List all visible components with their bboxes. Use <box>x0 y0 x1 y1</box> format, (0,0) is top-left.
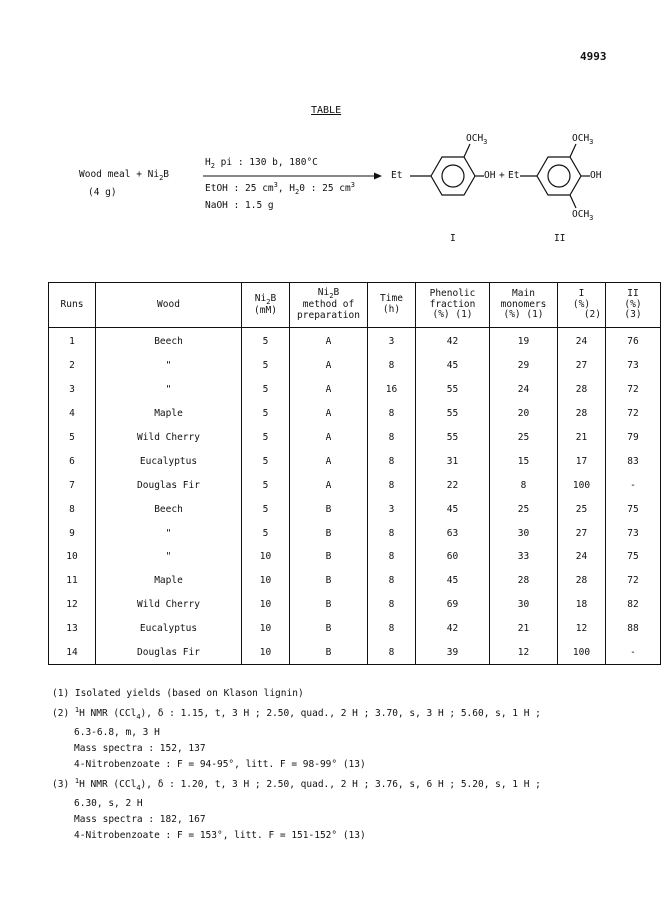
cell-i-percent: 27 <box>558 354 606 378</box>
table-row <box>49 378 661 402</box>
condition-base: NaOH : 1.5 g <box>205 200 274 211</box>
cell-run: 7 <box>69 479 75 491</box>
cell-method: B <box>290 521 368 545</box>
cell-run: 9 <box>69 527 75 539</box>
condition-pressure: $H_2$ pi : 130 b, 180°C <box>205 157 318 170</box>
cell-time: 8 <box>368 641 416 665</box>
cell-run: 4 <box>69 408 75 420</box>
cell-time: 3 <box>368 328 416 354</box>
cell-phenolic: 60 <box>416 545 490 569</box>
cell-phenolic: 55 <box>416 426 490 450</box>
cell-ni2b: 5 <box>242 328 290 354</box>
cell-run: 5 <box>69 432 75 443</box>
cell-ni2b: 10 <box>242 545 290 569</box>
cell-time: 8 <box>368 449 416 473</box>
reaction-arrow-head <box>374 173 382 180</box>
product1-ethyl: Et <box>391 170 403 181</box>
cell-ii-percent: 82 <box>606 593 661 617</box>
cell-ni2b: 5 <box>242 497 290 521</box>
cell-main-monomers: 25 <box>490 426 558 450</box>
cell-i-percent: 12 <box>558 617 606 641</box>
condition-solvent: EtOH : 25 $cm^3$, $H_20$ : 25 $cm^3$ <box>205 181 355 197</box>
cell-time: 8 <box>368 402 416 426</box>
cell-main-monomers: 8 <box>490 473 558 497</box>
cell-method: A <box>290 402 368 426</box>
cell-phenolic: 45 <box>416 569 490 593</box>
reactant-text: Wood meal + $Ni_2B$ <box>79 169 170 182</box>
header-ii: II (%) (3) <box>606 283 661 328</box>
cell-wood: Beech <box>96 328 242 354</box>
cell-run: 6 <box>69 455 75 467</box>
benzene-ring-1 <box>410 144 484 195</box>
cell-phenolic: 69 <box>416 593 490 617</box>
cell-method: B <box>290 545 368 569</box>
product2-hydroxyl: OH <box>590 170 602 181</box>
table-row <box>49 402 661 426</box>
cell-time: 8 <box>368 593 416 617</box>
benzene-ring-2 <box>520 144 590 208</box>
cell-phenolic: 45 <box>416 354 490 378</box>
table-row <box>49 473 661 497</box>
cell-main-monomers: 21 <box>490 617 558 641</box>
cell-time: 8 <box>368 521 416 545</box>
cell-ni2b: 10 <box>242 641 290 665</box>
table-row <box>49 569 661 593</box>
table-row <box>49 426 661 450</box>
plus-sign: + <box>499 170 505 181</box>
cell-wood: Beech <box>96 497 242 521</box>
note-1: (1) Isolated yields (based on Klason lignin) <box>52 688 304 699</box>
cell-time: 8 <box>368 569 416 593</box>
cell-i-percent: 27 <box>558 521 606 545</box>
table-header-row <box>49 283 661 328</box>
cell-wood: " <box>96 521 242 545</box>
table-row <box>49 449 661 473</box>
cell-phenolic: 22 <box>416 473 490 497</box>
cell-time: 8 <box>368 354 416 378</box>
header-ni2b: $Ni_2B$ (mM) <box>242 283 290 328</box>
cell-ii-percent: 72 <box>606 378 661 402</box>
cell-main-monomers: 25 <box>490 497 558 521</box>
cell-ii-percent: 83 <box>606 449 661 473</box>
cell-main-monomers: 12 <box>490 641 558 665</box>
product1-label: I <box>450 233 456 244</box>
cell-phenolic: 39 <box>416 641 490 665</box>
product1-methoxy: $OCH_3$ <box>466 133 488 146</box>
note-2-nitrobenzoate: 4-Nitrobenzoate : F = 94-95°, litt. F = 98-99° (13) <box>74 759 366 771</box>
cell-main-monomers: 24 <box>490 378 558 402</box>
cell-main-monomers: 28 <box>490 569 558 593</box>
cell-i-percent: 100 <box>558 473 606 497</box>
cell-run: 3 <box>69 384 75 396</box>
cell-time: 8 <box>368 617 416 641</box>
cell-i-percent: 28 <box>558 402 606 426</box>
table-row <box>49 545 661 569</box>
cell-ii-percent: 73 <box>606 521 661 545</box>
cell-ni2b: 5 <box>242 521 290 545</box>
product1-hydroxyl: OH <box>484 170 496 181</box>
cell-time: 3 <box>368 497 416 521</box>
table-row <box>49 354 661 378</box>
cell-i-percent: 24 <box>558 328 606 354</box>
cell-i-percent: 21 <box>558 426 606 450</box>
cell-main-monomers: 15 <box>490 449 558 473</box>
header-time: Time (h) <box>368 283 416 328</box>
note-3-nitrobenzoate: 4-Nitrobenzoate : F = 153°, litt. F = 151-152° (13) <box>74 830 366 842</box>
cell-i-percent: 100 <box>558 641 606 665</box>
cell-ni2b: 10 <box>242 593 290 617</box>
header-phenolic: Phenolic fraction (%) (1) <box>416 283 490 328</box>
table-row <box>49 521 661 545</box>
cell-wood: Maple <box>96 569 242 593</box>
cell-i-percent: 18 <box>558 593 606 617</box>
product2-label: II <box>554 233 566 244</box>
cell-time: 8 <box>368 426 416 450</box>
cell-ii-percent: 72 <box>606 569 661 593</box>
cell-run: 10 <box>66 551 78 563</box>
cell-method: A <box>290 426 368 450</box>
cell-ni2b: 10 <box>242 569 290 593</box>
cell-i-percent: 28 <box>558 569 606 593</box>
cell-ni2b: 5 <box>242 426 290 450</box>
note-3: (3) $^1$H NMR (CCl$_4$), δ : 1.20, t, 3 H ; 2.50, quad., 2 H ; 3.76, s, 6 H ; 5.20, s, 1 H ; <box>52 777 541 793</box>
cell-method: B <box>290 569 368 593</box>
cell-wood: " <box>96 545 242 569</box>
cell-wood: Douglas Fir <box>96 473 242 497</box>
cell-ii-percent: 79 <box>606 426 661 450</box>
cell-i-percent: 25 <box>558 497 606 521</box>
cell-ii-percent: 76 <box>606 328 661 354</box>
note-3-mass-spectra: Mass spectra : 182, 167 <box>74 814 206 826</box>
cell-wood: " <box>96 354 242 378</box>
cell-phenolic: 63 <box>416 521 490 545</box>
cell-time: 16 <box>368 378 416 402</box>
cell-run: 2 <box>69 360 75 372</box>
cell-ii-percent: 88 <box>606 617 661 641</box>
cell-method: A <box>290 354 368 378</box>
header-method: $Ni_2B$ method of preparation <box>290 283 368 328</box>
cell-ii-percent: 75 <box>606 497 661 521</box>
cell-method: B <box>290 641 368 665</box>
cell-main-monomers: 20 <box>490 402 558 426</box>
product2-ethyl: Et <box>508 170 520 181</box>
cell-run: 13 <box>66 623 78 635</box>
cell-method: B <box>290 593 368 617</box>
cell-ii-percent: 73 <box>606 354 661 378</box>
cell-main-monomers: 19 <box>490 328 558 354</box>
cell-wood: Douglas Fir <box>96 641 242 665</box>
cell-ni2b: 5 <box>242 473 290 497</box>
table-row <box>49 328 661 354</box>
cell-time: 8 <box>368 473 416 497</box>
cell-ni2b: 10 <box>242 617 290 641</box>
table-row <box>49 593 661 617</box>
cell-wood: Maple <box>96 402 242 426</box>
cell-ni2b: 5 <box>242 402 290 426</box>
cell-run: 1 <box>69 336 75 348</box>
cell-main-monomers: 30 <box>490 521 558 545</box>
cell-method: A <box>290 378 368 402</box>
reactant-amount: (4 g) <box>88 187 117 198</box>
cell-i-percent: 17 <box>558 449 606 473</box>
cell-main-monomers: 30 <box>490 593 558 617</box>
cell-ni2b: 5 <box>242 449 290 473</box>
cell-ii-percent: - <box>606 473 661 497</box>
cell-method: A <box>290 328 368 354</box>
table-row <box>49 617 661 641</box>
cell-wood: Wild Cherry <box>96 593 242 617</box>
cell-method: A <box>290 473 368 497</box>
header-runs: Runs <box>49 283 96 328</box>
cell-run: 11 <box>66 575 78 587</box>
cell-phenolic: 31 <box>416 449 490 473</box>
note-2: (2) $^1$H NMR (CCl$_4$), δ : 1.15, t, 3 H ; 2.50, quad., 2 H ; 3.70, s, 3 H ; 5.60, s, 1 H ; <box>52 706 541 722</box>
cell-phenolic: 45 <box>416 497 490 521</box>
header-main-monomers: Main monomers (%) (1) <box>490 283 558 328</box>
cell-phenolic: 42 <box>416 328 490 354</box>
page-number: 4993 <box>580 50 607 63</box>
cell-ni2b: 5 <box>242 378 290 402</box>
cell-ii-percent: - <box>606 641 661 665</box>
cell-phenolic: 42 <box>416 617 490 641</box>
note-2-mass-spectra: Mass spectra : 152, 137 <box>74 743 206 755</box>
cell-main-monomers: 29 <box>490 354 558 378</box>
header-i: I (%) (2) <box>558 283 606 328</box>
product2-methoxy-bottom: $OCH_3$ <box>572 209 594 222</box>
cell-phenolic: 55 <box>416 378 490 402</box>
cell-main-monomers: 33 <box>490 545 558 569</box>
cell-time: 8 <box>368 545 416 569</box>
product2-methoxy-top: $OCH_3$ <box>572 133 594 146</box>
cell-ii-percent: 75 <box>606 545 661 569</box>
cell-run: 8 <box>69 503 75 515</box>
cell-wood: Eucalyptus <box>96 617 242 641</box>
cell-wood: " <box>96 378 242 402</box>
cell-run: 14 <box>66 647 78 659</box>
table-row <box>49 641 661 665</box>
cell-i-percent: 28 <box>558 378 606 402</box>
cell-i-percent: 24 <box>558 545 606 569</box>
table-title: TABLE <box>311 105 342 116</box>
table-row <box>49 497 661 521</box>
cell-wood: Wild Cherry <box>96 426 242 450</box>
cell-phenolic: 55 <box>416 402 490 426</box>
cell-wood: Eucalyptus <box>96 449 242 473</box>
cell-method: B <box>290 497 368 521</box>
cell-run: 12 <box>66 599 78 611</box>
footnotes <box>52 686 632 844</box>
cell-ni2b: 5 <box>242 354 290 378</box>
header-wood: Wood <box>96 283 242 328</box>
note-3-line-2: 6.30, s, 2 H <box>74 798 143 810</box>
cell-method: A <box>290 449 368 473</box>
results-table <box>48 282 661 665</box>
cell-ii-percent: 72 <box>606 402 661 426</box>
note-2-line-2: 6.3-6.8, m, 3 H <box>74 727 160 739</box>
cell-method: B <box>290 617 368 641</box>
